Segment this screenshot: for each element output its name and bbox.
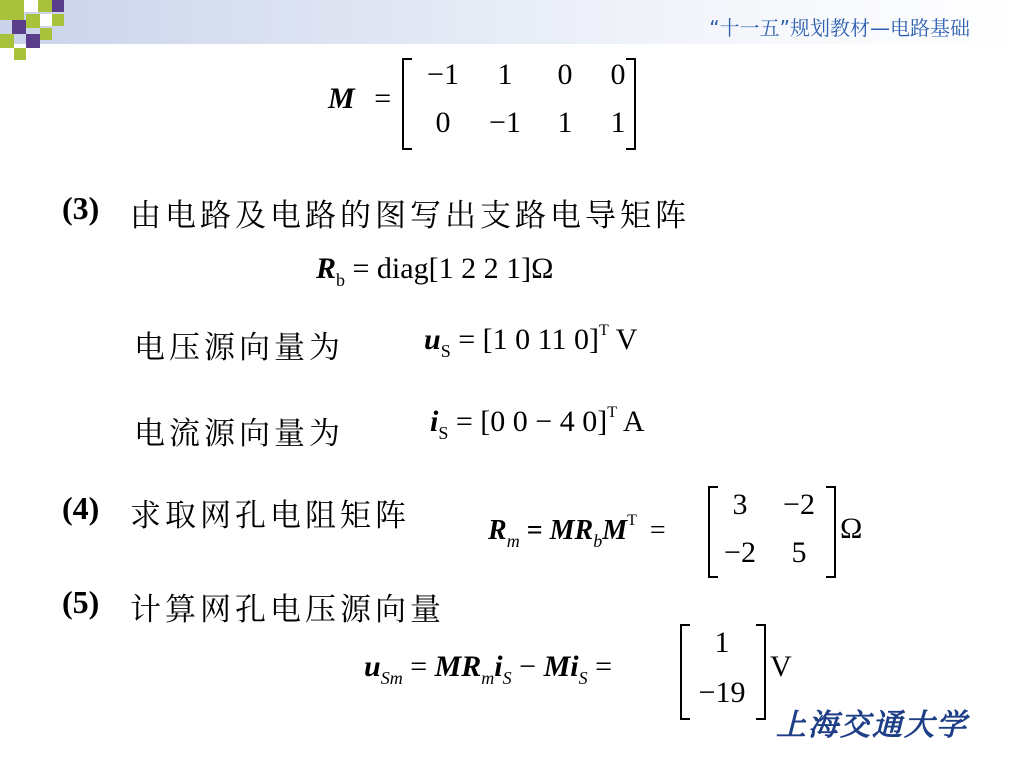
usm-lhs-sub: Sm: [380, 668, 403, 688]
current-unit: A: [622, 405, 645, 438]
sjtu-logo: 上海交通大学: [776, 708, 968, 743]
rm-unit: Ω: [840, 512, 863, 545]
usm-eq1: =: [410, 650, 428, 683]
matrix-m-cell: −1: [427, 58, 459, 91]
matrix-rm-left-bracket: [708, 486, 718, 578]
usm-t1-i-sub: S: [502, 668, 512, 688]
usm-lhs: u: [364, 650, 381, 683]
rm-equation: [488, 512, 666, 552]
step3-label: (3): [62, 190, 100, 226]
matrix-m-equation: [328, 82, 391, 116]
matrix-m-symbol: M: [328, 82, 355, 115]
matrix-m-left-bracket: [402, 58, 412, 150]
usm-t1-sub: m: [481, 668, 495, 688]
usm-t2-sub: S: [578, 668, 588, 688]
matrix-m-cell: 0: [435, 106, 451, 139]
header-logo-squares: [0, 0, 80, 60]
rm-eq2: =: [649, 515, 666, 546]
matrix-rm-cell: 3: [732, 488, 748, 521]
step4-text: 求取网孔电阻矩阵: [130, 498, 410, 534]
rb-expr: = diag[1 2 2 1]Ω: [352, 252, 554, 285]
matrix-m-cell: 0: [610, 58, 626, 91]
current-sup: T: [607, 404, 617, 421]
voltage-sub: S: [440, 341, 451, 361]
voltage-sup: T: [599, 322, 609, 339]
step4-label: (4): [62, 490, 100, 526]
usm-minus: −: [519, 650, 537, 683]
matrix-usm-right-bracket: [756, 624, 766, 720]
usm-t2: Mi: [543, 650, 579, 683]
matrix-m-cell: −1: [489, 106, 521, 139]
step5-label: (5): [62, 584, 100, 620]
matrix-usm-left-bracket: [680, 624, 690, 720]
current-equation: [430, 404, 645, 444]
step5-text: 计算网孔电压源向量: [130, 592, 445, 628]
current-expr: = [0 0 − 4 0]: [455, 405, 608, 438]
usm-t1: MR: [434, 650, 482, 683]
matrix-m-right-bracket: [626, 58, 636, 150]
current-sub: S: [438, 423, 449, 443]
matrix-m-cell: 1: [610, 106, 626, 139]
rb-equation: [316, 252, 553, 291]
matrix-rm-cell: −2: [724, 536, 756, 569]
usm-eq2: =: [595, 650, 612, 683]
rm-sup: T: [627, 512, 637, 529]
rm-lhs-sub: m: [506, 531, 520, 551]
rb-sub: b: [336, 270, 346, 290]
rm-rhs-sub: b: [593, 531, 603, 551]
current-text: 电流源向量为: [134, 416, 344, 452]
voltage-symbol: u: [424, 323, 441, 356]
step3-text: 由电路及电路的图写出支路电导矩阵: [130, 198, 690, 234]
voltage-expr: = [1 0 11 0]: [458, 323, 599, 356]
matrix-rm-cell: 5: [791, 536, 807, 569]
current-symbol: i: [430, 405, 439, 438]
matrix-rm-body: [718, 488, 836, 570]
voltage-equation: [424, 322, 637, 362]
rm-rhs-m1: MR: [549, 515, 594, 546]
voltage-unit: V: [615, 323, 638, 356]
matrix-usm-body: [690, 626, 754, 710]
voltage-text: 电压源向量为: [134, 330, 344, 366]
usm-equation: [364, 650, 612, 689]
header-title: “十一五”规划教材—电路基础: [709, 16, 970, 40]
matrix-m-cell: 1: [557, 106, 573, 139]
matrix-m-cell: 0: [557, 58, 573, 91]
matrix-m-body: [414, 58, 644, 140]
matrix-usm-cell: 1: [714, 626, 730, 659]
rm-rhs-m2: M: [602, 515, 628, 546]
rm-lhs: R: [488, 515, 507, 546]
matrix-usm-cell: −19: [698, 676, 746, 709]
usm-unit: V: [770, 650, 792, 683]
matrix-m-cell: 1: [497, 58, 513, 91]
matrix-rm-right-bracket: [826, 486, 836, 578]
rm-eq1: =: [526, 515, 543, 546]
rb-symbol: R: [316, 252, 337, 285]
matrix-m-equals: =: [374, 82, 392, 115]
matrix-rm-cell: −2: [783, 488, 815, 521]
usm-t1-i: i: [494, 650, 503, 683]
